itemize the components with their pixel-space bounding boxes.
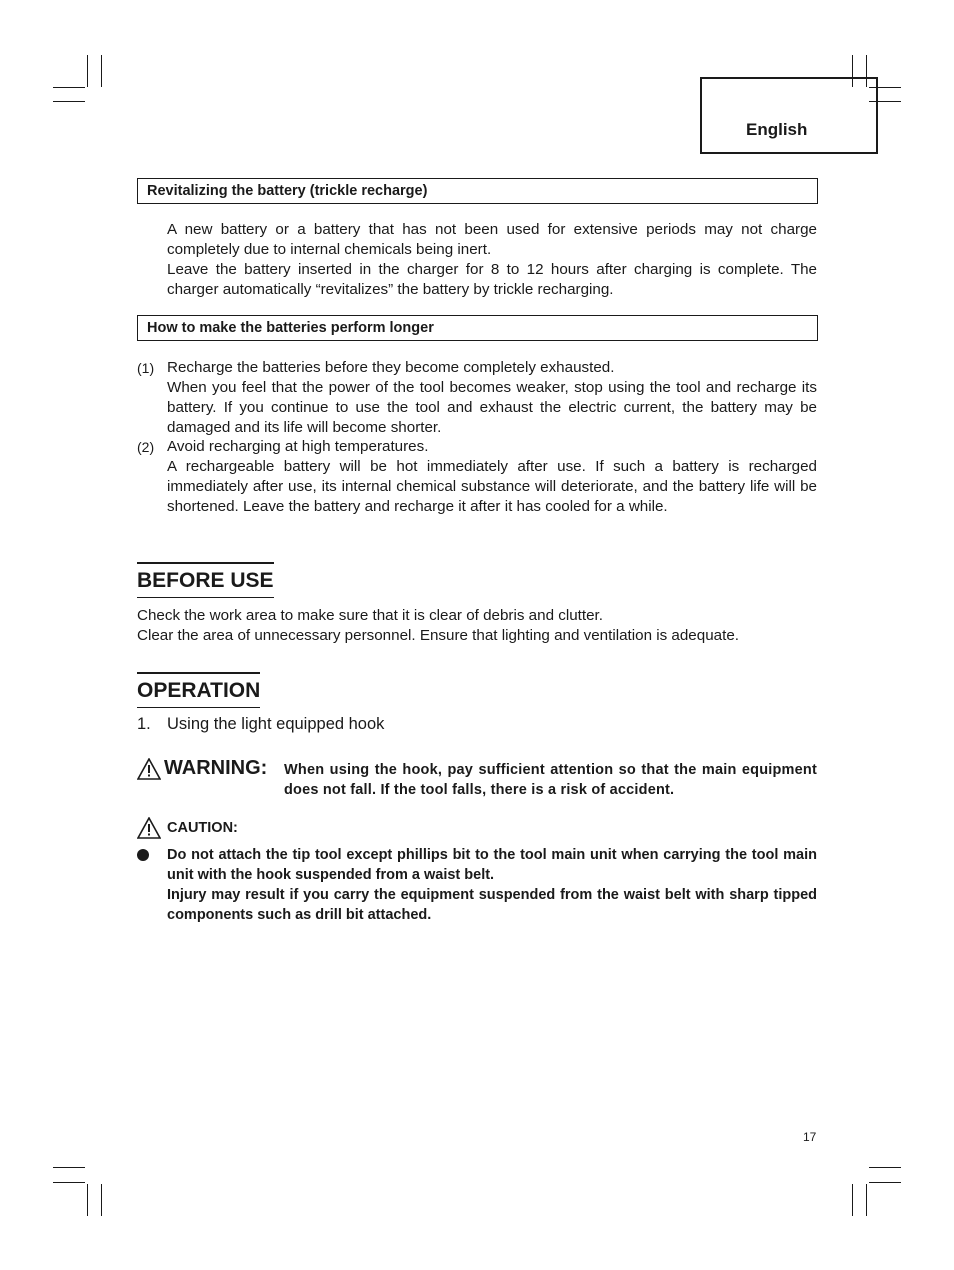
caution-icon: [137, 817, 161, 839]
warning-label: WARNING:: [164, 757, 268, 779]
list-item-lead: Recharge the batteries before they become completely exhausted.: [167, 359, 615, 376]
language-tab: [700, 77, 878, 154]
heading-operation: OPERATION: [137, 672, 260, 708]
section-title-box-longer: [137, 315, 818, 341]
warning-text: When using the hook, pay sufficient attention so that the main equipment does not fall. If the tool falls, there is a risk of accident.: [284, 762, 817, 798]
warning-icon: [137, 758, 161, 780]
list-item-body: A rechargeable battery will be hot immediately after use. If such a battery is recharged immediately after use, its internal chemical substance will deteriorate, and the battery life will be shortened. Leave the battery and recharge it after it has cooled for a while.: [167, 458, 817, 515]
caution-text-2: Injury may result if you carry the equipment suspended from the waist belt with sharp tipped components such as drill bit attached.: [167, 887, 817, 923]
caution-label: CAUTION:: [167, 820, 238, 836]
before-use-line-1: Check the work area to make sure that it is clear of debris and clutter.: [137, 607, 603, 624]
step-text: Using the light equipped hook: [167, 715, 385, 733]
trickle-paragraph-1: A new battery or a battery that has not been used for extensive periods may not charge completely due to internal chemicals being inert.: [167, 221, 817, 258]
step-number: 1.: [137, 715, 151, 733]
bullet-icon: [137, 849, 149, 861]
list-item-number: (2): [137, 439, 155, 455]
section-title-longer: How to make the batteries perform longer: [147, 320, 434, 336]
before-use-line-2: Clear the area of unnecessary personnel. Ensure that lighting and ventilation is adequate.: [137, 627, 739, 644]
list-item-number: (1): [137, 360, 155, 376]
section-title-trickle: Revitalizing the battery (trickle recharge): [147, 183, 428, 199]
trickle-paragraph-2: Leave the battery inserted in the charger for 8 to 12 hours after charging is complete. The charger automatically “revitalizes” the battery by trickle recharging.: [167, 261, 817, 298]
heading-before-use: BEFORE USE: [137, 562, 274, 598]
caution-text-1: Do not attach the tip tool except phillips bit to the tool main unit when carrying the tool main unit with the hook suspended from a waist belt.: [167, 847, 817, 883]
section-title-box-trickle: [137, 178, 818, 204]
list-item-lead: Avoid recharging at high temperatures.: [167, 438, 429, 455]
page-number: 17: [803, 1130, 817, 1144]
list-item-body: When you feel that the power of the tool becomes weaker, stop using the tool and recharge its battery. If you continue to use the tool and exhaust the electric current, the battery may be damaged and its life will become shorter.: [167, 379, 817, 436]
language-label: English: [746, 120, 808, 139]
